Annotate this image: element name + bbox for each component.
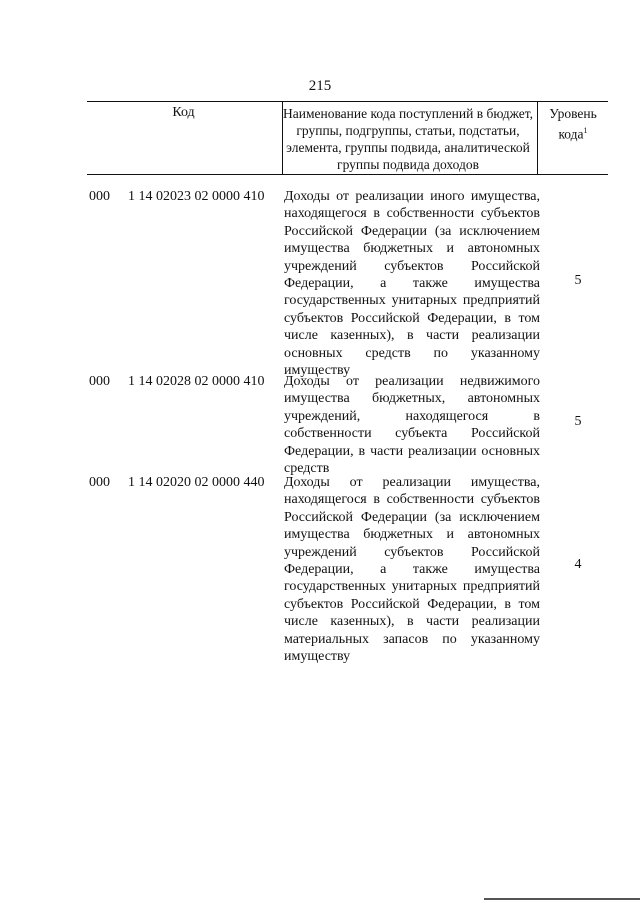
code-level: 5 [574, 273, 582, 288]
income-description: Доходы от реализации имущества, находящегося в собственности субъектов Российской Федерации (за исключением имущества бюджетных и автономных учреждений субъектов Российской Федерации, а также имущества государственных унитарных предприятий субъектов Российской Федерации, в том числе казенных), в части реализации материальных запасов по указанному имуществу [284, 475, 540, 665]
header-name: Наименование кода поступлений в бюджет, группы, подгруппы, статьи, подстатьи, элемента, группы подвида, аналитической группы подвида доходов [283, 106, 534, 172]
income-description: Доходы от реализации недвижимого имущества бюджетных, автономных учреждений, находящегося в собственности субъекта Российской Федерации, в части реализации основных средств [284, 374, 540, 477]
header-level-line2: кода [558, 126, 584, 142]
scan-edge-line [484, 898, 640, 900]
footnote-mark: 1 [583, 126, 588, 135]
code-level: 4 [574, 557, 582, 572]
budget-code: 1 14 02023 02 0000 410 [128, 189, 265, 204]
page-number: 215 [308, 78, 332, 94]
admin-code: 000 [89, 189, 110, 204]
header-level-line1: Уровень [549, 106, 597, 121]
admin-code: 000 [89, 374, 110, 389]
budget-code: 1 14 02020 02 0000 440 [128, 475, 265, 490]
budget-code: 1 14 02028 02 0000 410 [128, 374, 265, 389]
header-level [540, 105, 606, 143]
code-level: 5 [574, 414, 582, 429]
income-description: Доходы от реализации иного имущества, находящегося в собственности субъектов Российской Федерации (за исключением имущества бюджетных и автономных учреждений субъектов Российской Федерации, а также имущества государственных унитарных предприятий субъектов Российской Федерации, в том числе казенных), в части реализации основных средств по указанному имуществу [284, 189, 540, 379]
admin-code: 000 [89, 475, 110, 490]
column-divider [537, 102, 538, 174]
table-header [87, 101, 608, 175]
header-code: Код [172, 105, 195, 120]
